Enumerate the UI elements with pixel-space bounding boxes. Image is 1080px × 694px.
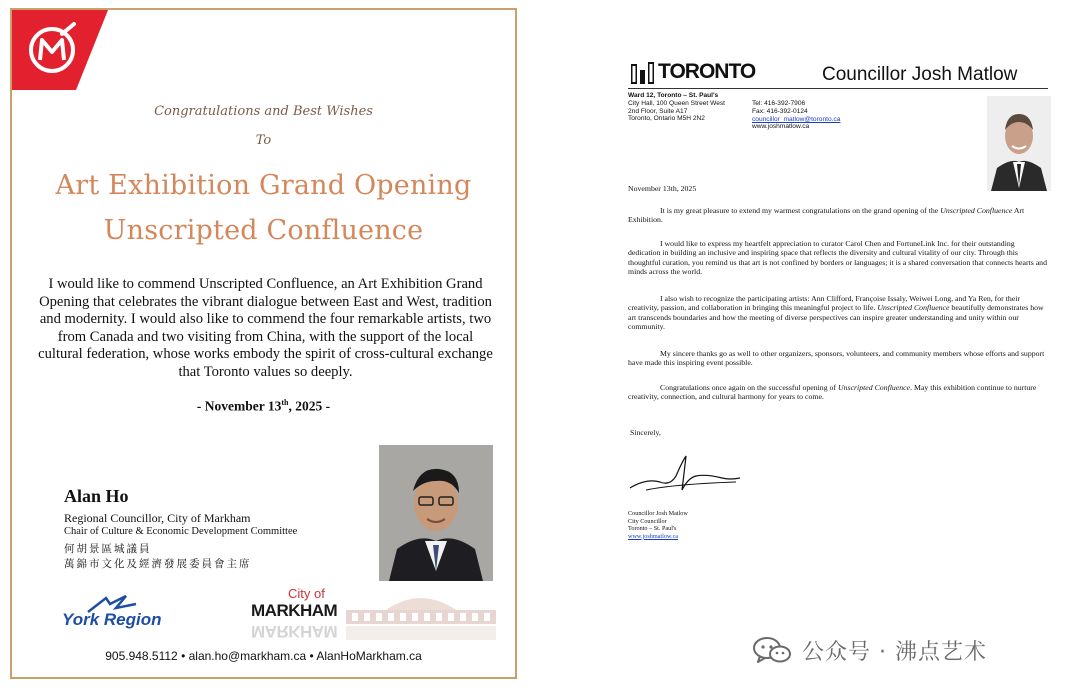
exhibition-name: Unscripted Confluence xyxy=(940,206,1013,215)
exhibition-name: Unscripted Confluence xyxy=(838,383,911,392)
certificate-date xyxy=(12,398,515,415)
certificate-subtitle: Unscripted Confluence xyxy=(103,215,424,246)
signer-title-chinese: 何胡景區城議員 xyxy=(64,544,152,555)
york-region-logo xyxy=(58,594,188,634)
address-line: 2nd Floor, Suite A17 xyxy=(628,107,688,115)
signer-committee-chinese: 萬錦市文化及經濟發展委員會主席 xyxy=(64,559,252,570)
signer-name: Councillor Josh Matlow xyxy=(628,510,688,517)
greeting-line: Congratulations and Best Wishes xyxy=(154,104,373,119)
paragraph-text: Art Exhibition. xyxy=(628,206,1025,225)
signer-name: Alan Ho xyxy=(64,486,129,506)
paragraph-text: beautifully demonstrates how art transcends boundaries and how the meeting of diverse perspectives can inspire greater understanding and unity within our community. xyxy=(628,303,1044,332)
paragraph-text: It is my great pleasure to extend my warmest congratulations on the grand opening of the xyxy=(660,206,939,215)
toronto-logo xyxy=(630,60,756,84)
letter-paragraph xyxy=(628,206,1048,225)
letter-header-name: Councillor Josh Matlow xyxy=(822,64,1018,85)
councillor-illustration xyxy=(987,96,1051,191)
markham-corner-logo xyxy=(12,10,108,90)
certificate-title: Art Exhibition Grand Opening xyxy=(55,170,472,201)
markham-text: MARKHAM xyxy=(251,601,338,620)
contact-line: 905.948.5112 • alan.ho@markham.ca • AlanHoMarkham.ca xyxy=(105,649,422,663)
website: www.joshmatlow.ca xyxy=(752,123,810,131)
paragraph-text: My sincere thanks go as well to other organizers, sponsors, volunteers, and community members whose efforts and support have made this inspiring event possible. xyxy=(628,349,1045,368)
letter-paragraph xyxy=(628,383,1048,402)
york-region-text: York Region xyxy=(62,610,162,629)
paragraph-text: . May this exhibition continue to nurture creativity, connection, and cultural harmony for years to come. xyxy=(628,383,1037,402)
address-line: Toronto, Ontario M5H 2N2 xyxy=(628,115,705,123)
paragraph-text: I would like to express my heartfelt appreciation to curator Carol Chen and FortuneLink Inc. for their outstanding dedication in building an inclusive and inspiring space that reflects the diversity and cultural vitality of our city. Through this thoughtful curation, you remind us that art is not confined by borders or languages; it is a shared conversation that connects hearts and minds across the world. xyxy=(628,239,1047,277)
date-prefix: - November 13 xyxy=(196,398,282,414)
markham-reflection: MARKHAM xyxy=(251,622,338,641)
letter-paragraph xyxy=(628,349,1048,368)
certificate-body: I would like to commend Unscripted Confluence, an Art Exhibition Grand Opening that celebrates the vibrant dialogue between East and West, tradition and modernity. I would also like to commend the four remarkable artists, two from Canada and two visiting from China, with the support of the local cultural federation, whose works embody the spirit of cross-cultural exchange that Toronto values so deeply. xyxy=(38,276,493,380)
address-line: City Hall, 100 Queen Street West xyxy=(628,99,725,107)
signer-title: Regional Councillor, City of Markham xyxy=(64,511,251,525)
closing: Sincerely, xyxy=(630,428,661,437)
city-hall-icon xyxy=(630,60,656,84)
paragraph-text: Congratulations once again on the successful opening of xyxy=(660,383,838,392)
header-divider xyxy=(628,88,1048,89)
paragraph-text: I also wish to recognize the participating artists: Ann Clifford, Françoise Issaly, Weiwei Long, and Ya Ren, for their creativity, passion, and collaboration in bringing this meaningful project to life. xyxy=(628,294,1020,313)
ward-line: Ward 12, Toronto – St. Paul's xyxy=(628,92,719,99)
watermark-text: 公众号 · 沸点艺术 xyxy=(802,640,987,665)
wechat-icon xyxy=(752,635,792,665)
letter-paragraph xyxy=(628,239,1048,277)
date-suffix-ordinal: th xyxy=(281,398,289,407)
signer-committee: Chair of Culture & Economic Development Committee xyxy=(64,526,298,537)
greeting-to: To xyxy=(255,133,272,148)
letter-date: November 13th, 2025 xyxy=(628,184,697,193)
certificate-panel xyxy=(10,8,517,679)
city-of-markham-logo xyxy=(246,588,496,644)
website-link[interactable]: www.joshmatlow.ca xyxy=(628,532,679,540)
watermark xyxy=(752,633,1052,669)
exhibition-name: Unscripted Confluence xyxy=(877,303,950,313)
toronto-wordmark: TORONTO xyxy=(658,60,756,83)
signer-role: City Councillor xyxy=(628,517,667,525)
letter-paragraph xyxy=(628,294,1048,332)
fax: Fax: 416-392-0124 xyxy=(752,107,808,115)
letter-panel xyxy=(612,50,1064,550)
office-address xyxy=(628,92,725,123)
handwritten-signature xyxy=(626,448,746,500)
councillor-photo xyxy=(987,96,1051,191)
signer-ward: Toronto – St. Paul's xyxy=(628,525,677,533)
markham-city-of-text: City of xyxy=(288,586,325,601)
portrait-photo xyxy=(379,445,493,581)
date-year: , 2025 - xyxy=(288,398,331,414)
building-illustration xyxy=(346,592,496,642)
signature-block xyxy=(628,510,688,540)
telephone: Tel: 416-392-7906 xyxy=(752,100,806,107)
email-link[interactable]: councillor_matlow@toronto.ca xyxy=(752,115,841,123)
portrait-illustration xyxy=(379,445,493,581)
office-contact xyxy=(752,100,840,131)
